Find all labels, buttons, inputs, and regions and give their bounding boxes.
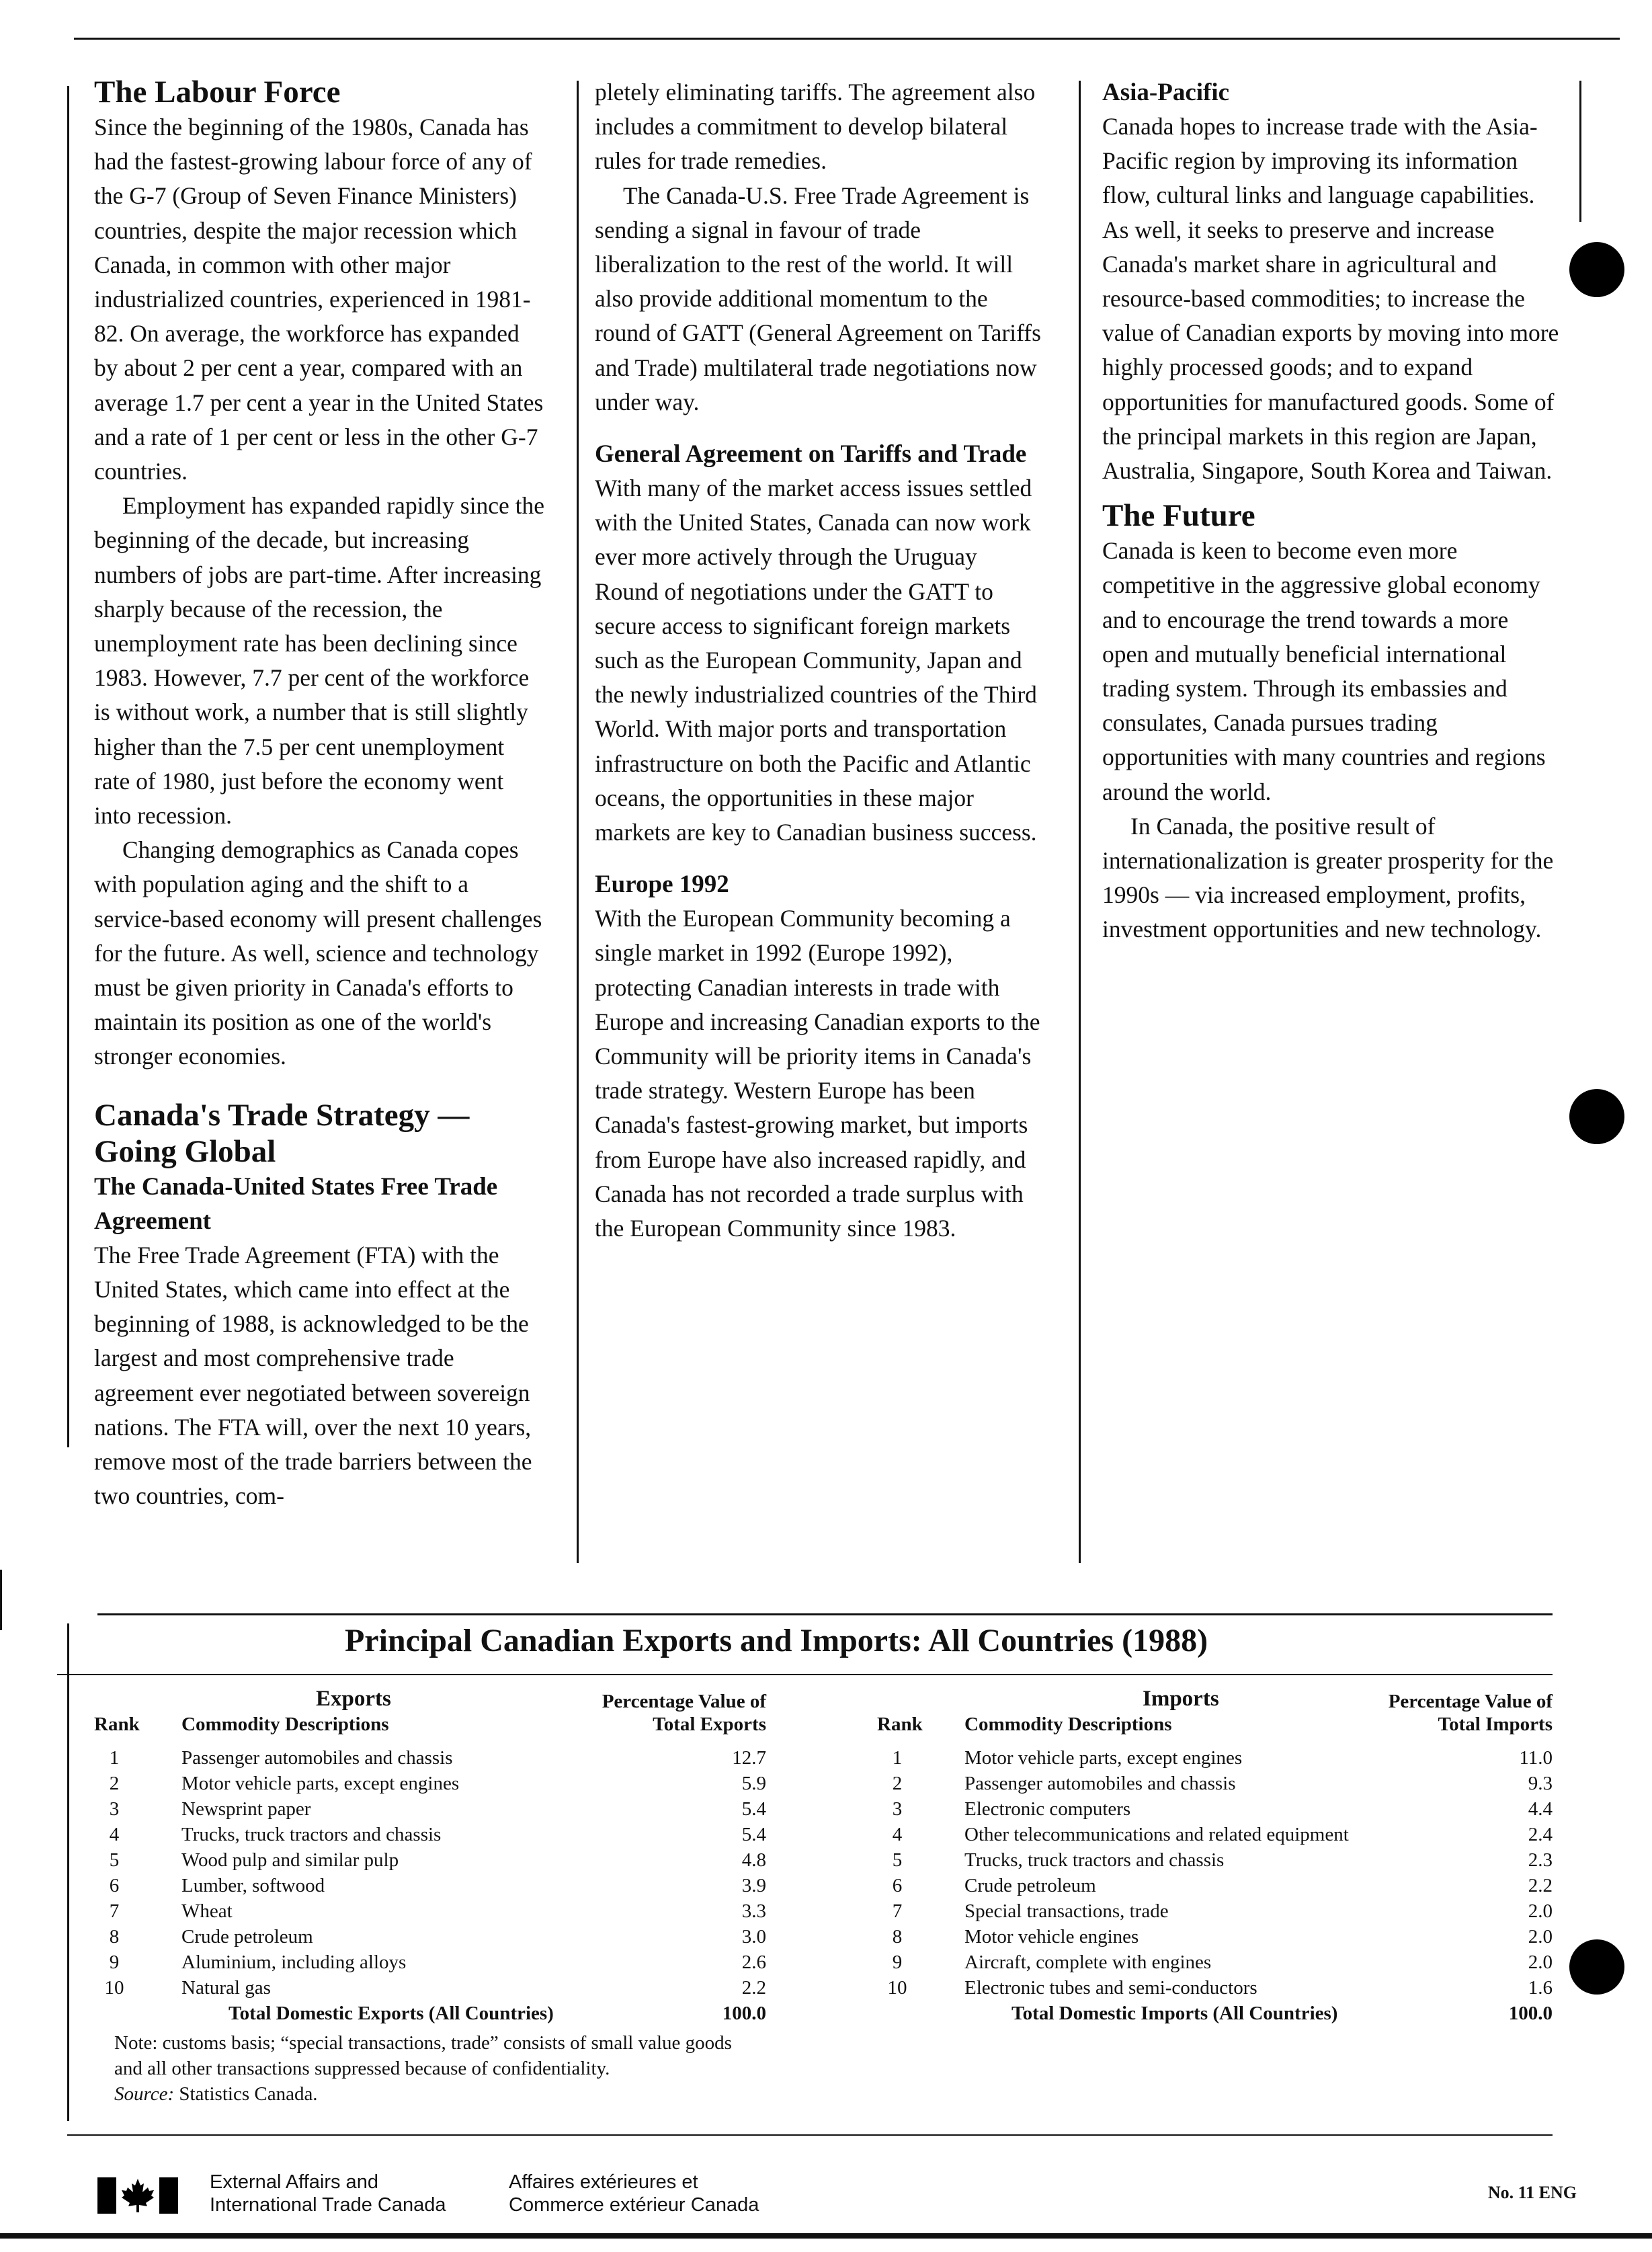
exports-group-label: Exports <box>316 1687 391 1711</box>
percentage-cell: 11.0 <box>1519 1747 1553 1769</box>
rank-cell: 9 <box>109 1952 120 1973</box>
department-line: External Affairs and <box>210 2171 378 2193</box>
commodity-cell: Motor vehicle parts, except engines <box>964 1747 1243 1769</box>
rank-cell: 8 <box>109 1926 120 1947</box>
maple-leaf-icon <box>120 2177 155 2214</box>
percentage-cell: 2.0 <box>1528 1926 1553 1947</box>
percentage-cell: 2.0 <box>1528 1900 1553 1922</box>
flag-bar-right <box>159 2177 178 2214</box>
table-row <box>877 1924 1553 1949</box>
footer <box>0 2168 1652 2222</box>
total-value: 100.0 <box>722 2003 766 2024</box>
commodity-header: Commodity Descriptions <box>181 1714 389 1735</box>
rank-cell: 6 <box>109 1875 120 1896</box>
table-row <box>94 1949 766 1975</box>
percentage-cell: 3.0 <box>741 1926 766 1947</box>
rank-cell: 2 <box>109 1773 120 1794</box>
table-bottom-rule <box>67 2134 1553 2136</box>
source-line <box>114 2081 874 2107</box>
column-divider-1 <box>577 81 579 1563</box>
table-row <box>94 1822 766 1847</box>
commodity-cell: Aircraft, complete with engines <box>964 1952 1212 1973</box>
document-number: No. 11 ENG <box>1487 2183 1577 2202</box>
heading-asia-pacific: Asia-Pacific <box>1102 79 1230 106</box>
page-bottom-rule <box>0 2233 1652 2239</box>
column-divider-2 <box>1079 81 1081 1563</box>
percentage-cell: 3.3 <box>741 1900 766 1922</box>
table-row <box>877 1873 1553 1898</box>
rank-header: Rank <box>94 1714 140 1735</box>
imports-group-label: Imports <box>1143 1687 1219 1711</box>
table-row <box>94 1924 766 1949</box>
table-left-rule <box>67 1623 69 2121</box>
table-row <box>877 1796 1553 1822</box>
binder-hole-bottom <box>1569 1939 1624 1995</box>
percentage-cell: 2.2 <box>1528 1875 1553 1896</box>
commodity-cell: Motor vehicle engines <box>964 1926 1139 1947</box>
rank-cell: 1 <box>892 1747 903 1769</box>
percentage-cell: 2.6 <box>741 1952 766 1973</box>
percentage-cell: 1.6 <box>1528 1977 1553 1999</box>
binder-hole-middle <box>1569 1089 1624 1144</box>
table-row <box>877 1771 1553 1796</box>
percentage-cell: 5.9 <box>741 1773 766 1794</box>
top-rule <box>74 38 1620 40</box>
commodity-cell: Lumber, softwood <box>181 1875 325 1896</box>
heading-labour-force: The Labour Force <box>94 75 341 110</box>
source-text: Statistics Canada. <box>179 2083 318 2105</box>
commodity-cell: Aluminium, including alloys <box>181 1952 407 1973</box>
total-value: 100.0 <box>1508 2003 1553 2024</box>
rank-header: Rank <box>877 1714 923 1735</box>
paragraph: Canada is keen to become even more competitive in the aggressive global economy and to encourage the trend towards a more open and mutually beneficial international trading system. Through its embassies and consulates, Canada pursues trading opportunities with many countries and regions around the world. <box>1102 537 1546 805</box>
commodity-cell: Motor vehicle parts, except engines <box>181 1773 460 1794</box>
paragraph: The Canada-U.S. Free Trade Agreement is sending a signal in favour of trade liberalization to the rest of the world. It will also provide additional momentum to the round of GATT (General Agreement on Tariffs and Trade) multilateral trade negotiations now under way. <box>595 182 1041 415</box>
table-row <box>877 1975 1553 2001</box>
commodity-cell: Electronic tubes and semi-conductors <box>964 1977 1257 1999</box>
percentage-cell: 12.7 <box>732 1747 766 1769</box>
rank-cell: 1 <box>109 1747 120 1769</box>
commodity-cell: Electronic computers <box>964 1798 1131 1820</box>
commodity-cell: Other telecommunications and related equipment <box>964 1824 1349 1845</box>
percentage-cell: 3.9 <box>741 1875 766 1896</box>
paragraph: In Canada, the positive result of internationalization is greater prosperity for the 1990s — via increased employment, profits, investment opportunities and new technology. <box>1102 812 1554 943</box>
rank-cell: 10 <box>104 1977 124 1999</box>
paragraph: With the European Community becoming a single market in 1992 (Europe 1992), protecting Canadian interests in trade with Europe and increasing Canadian exports to the Community will be priority items in Canada's trade strategy. Western Europe has been Canada's fastest-growing market, but imports from Europe have also increased rapidly, and Canada has not recorded a trade surplus with the European Community since 1983. <box>595 905 1040 1242</box>
heading-europe-1992: Europe 1992 <box>595 871 729 899</box>
paragraph: Canada hopes to increase trade with the Asia-Pacific region by improving its information flow, cultural links and language capabilities. As well, it seeks to preserve and increase Canada's market share in agricultural and resource-based commodities; to increase the value of Canadian exports by moving into more highly processed goods; and to expand opportunities for manufactured goods. Some of the principal markets in this region are Japan, Australia, Singapore, South Korea and Taiwan. <box>1102 113 1559 485</box>
heading-trade-strategy: Canada's Trade Strategy — Going Global <box>94 1097 470 1169</box>
commodity-cell: Trucks, truck tractors and chassis <box>964 1849 1225 1871</box>
heading-fta: The Canada-United States Free Trade Agreement <box>94 1172 498 1235</box>
column-3 <box>1102 75 1559 947</box>
paragraph: Since the beginning of the 1980s, Canada has had the fastest-growing labour force of any of the G-7 (Group of Seven Finance Ministers) countries, despite the major recession which Canada, in common with other major industrialized countries, experienced in 1981-82. On average, the workforce has expanded by about 2 per cent a year, compared with an average 1.7 per cent a year in the United States and a rate of 1 per cent or less in the other G-7 countries. <box>94 114 544 485</box>
total-label: Total Domestic Imports (All Countries) <box>1011 2003 1338 2024</box>
table-row <box>877 1949 1553 1975</box>
rank-cell: 4 <box>109 1824 120 1845</box>
table-row <box>877 1898 1553 1924</box>
commodity-cell: Passenger automobiles and chassis <box>181 1747 453 1769</box>
canada-flag-logo <box>97 2177 178 2214</box>
heading-future: The Future <box>1102 498 1255 534</box>
percentage-cell: 4.8 <box>741 1849 766 1871</box>
table-top-rule <box>97 1613 1553 1615</box>
rank-cell: 7 <box>892 1900 903 1922</box>
total-row <box>94 2001 766 2026</box>
commodity-cell: Natural gas <box>181 1977 271 1999</box>
table-row <box>94 1745 766 1771</box>
commodity-cell: Trucks, truck tractors and chassis <box>181 1824 442 1845</box>
department-line: Commerce extérieur Canada <box>509 2194 759 2216</box>
imports-pct-header-1: Percentage Value of <box>1388 1691 1553 1712</box>
paragraph: The Free Trade Agreement (FTA) with the United States, which came into effect at the beginning of 1988, is acknowledged to be the largest and most comprehensive trade agreement ever negotiated between sovereign nations. The FTA will, over the next 10 years, remove most of the trade barriers between the two countries, com- <box>94 1241 532 1510</box>
rank-cell: 7 <box>109 1900 120 1922</box>
table-note <box>114 2030 874 2107</box>
table-row <box>94 1873 766 1898</box>
exports-pct-header-1: Percentage Value of <box>602 1691 766 1712</box>
commodity-cell: Passenger automobiles and chassis <box>964 1773 1236 1794</box>
exports-table <box>94 1686 766 2036</box>
column-divider-right <box>1579 81 1581 222</box>
commodity-cell: Newsprint paper <box>181 1798 311 1820</box>
table-row <box>94 1847 766 1873</box>
commodity-cell: Crude petroleum <box>181 1926 313 1947</box>
imports-pct-header-2: Total Imports <box>1438 1714 1553 1735</box>
paragraph: Changing demographics as Canada copes with population aging and the shift to a service-based economy will present challenges for the future. As well, science and technology must be given priority in Canada's efforts to maintain its position as one of the world's stronger economies. <box>94 836 542 1070</box>
department-line: Affaires extérieures et <box>509 2171 698 2193</box>
rank-cell: 4 <box>892 1824 903 1845</box>
rank-cell: 5 <box>109 1849 120 1871</box>
table-row <box>877 1847 1553 1873</box>
imports-table <box>877 1686 1553 2036</box>
rank-cell: 8 <box>892 1926 903 1947</box>
rank-cell: 6 <box>892 1875 903 1896</box>
percentage-cell: 4.4 <box>1528 1798 1553 1820</box>
total-label: Total Domestic Exports (All Countries) <box>229 2003 554 2024</box>
rank-cell: 2 <box>892 1773 903 1794</box>
paragraph: Employment has expanded rapidly since the beginning of the decade, but increasing numbers of jobs are part-time. After increasing sharply because of the recession, the unemployment rate has been declining since 1983. However, 7.7 per cent of the workforce is without work, a number that is still slightly higher than the 7.5 per cent unemployment rate of 1980, just before the economy went into recession. <box>94 492 544 830</box>
note-line: Note: customs basis; “special transactions, trade” consists of small value goods <box>114 2032 732 2054</box>
exports-pct-header-2: Total Exports <box>653 1714 766 1735</box>
rank-cell: 3 <box>109 1798 120 1820</box>
total-row <box>877 2001 1553 2026</box>
rank-cell: 3 <box>892 1798 903 1820</box>
percentage-cell: 2.3 <box>1528 1849 1553 1871</box>
commodity-cell: Wood pulp and similar pulp <box>181 1849 399 1871</box>
source-label: Source: <box>114 2083 175 2105</box>
rank-cell: 10 <box>887 1977 907 1999</box>
flag-bar-left <box>97 2177 116 2214</box>
commodity-cell: Wheat <box>181 1900 233 1922</box>
heading-gatt: General Agreement on Tariffs and Trade <box>595 440 1027 469</box>
table-title-rule <box>57 1674 1553 1675</box>
percentage-cell: 2.2 <box>741 1977 766 1999</box>
department-line: International Trade Canada <box>210 2194 446 2216</box>
commodity-cell: Special transactions, trade <box>964 1900 1169 1922</box>
paragraph: With many of the market access issues settled with the United States, Canada can now work ever more actively through the Uruguay Round of negotiations under the GATT to secure access to significant foreign markets such as the European Community, Japan and the newly industrialized countries of the Third World. With major ports and transportation infrastructure on both the Pacific and Atlantic oceans, the opportunities in these major markets are key to Canadian business success. <box>595 475 1037 846</box>
department-name-fr <box>509 2171 759 2216</box>
table-row <box>94 1898 766 1924</box>
table-row <box>94 1796 766 1822</box>
percentage-cell: 5.4 <box>741 1798 766 1820</box>
note-line: and all other transactions suppressed because of confidentiality. <box>114 2058 610 2079</box>
commodity-header: Commodity Descriptions <box>964 1714 1172 1735</box>
paragraph: pletely eliminating tariffs. The agreement also includes a commitment to develop bilateral rules for trade remedies. <box>595 79 1036 175</box>
column-divider-left <box>67 86 69 1447</box>
percentage-cell: 9.3 <box>1528 1773 1553 1794</box>
department-name-en <box>210 2171 446 2216</box>
commodity-cell: Crude petroleum <box>964 1875 1096 1896</box>
rank-cell: 5 <box>892 1849 903 1871</box>
rank-cell: 9 <box>892 1952 903 1973</box>
percentage-cell: 2.4 <box>1528 1824 1553 1845</box>
page-edge-mark <box>0 1570 2 1630</box>
table-row <box>877 1822 1553 1847</box>
table-row <box>877 1745 1553 1771</box>
column-1 <box>94 74 544 1513</box>
table-row <box>94 1771 766 1796</box>
table-row <box>94 1975 766 2001</box>
percentage-cell: 5.4 <box>741 1824 766 1845</box>
percentage-cell: 2.0 <box>1528 1952 1553 1973</box>
table-title: Principal Canadian Exports and Imports: All Countries (1988) <box>344 1623 1208 1658</box>
binder-hole-top <box>1569 242 1624 297</box>
column-2 <box>595 75 1045 1246</box>
